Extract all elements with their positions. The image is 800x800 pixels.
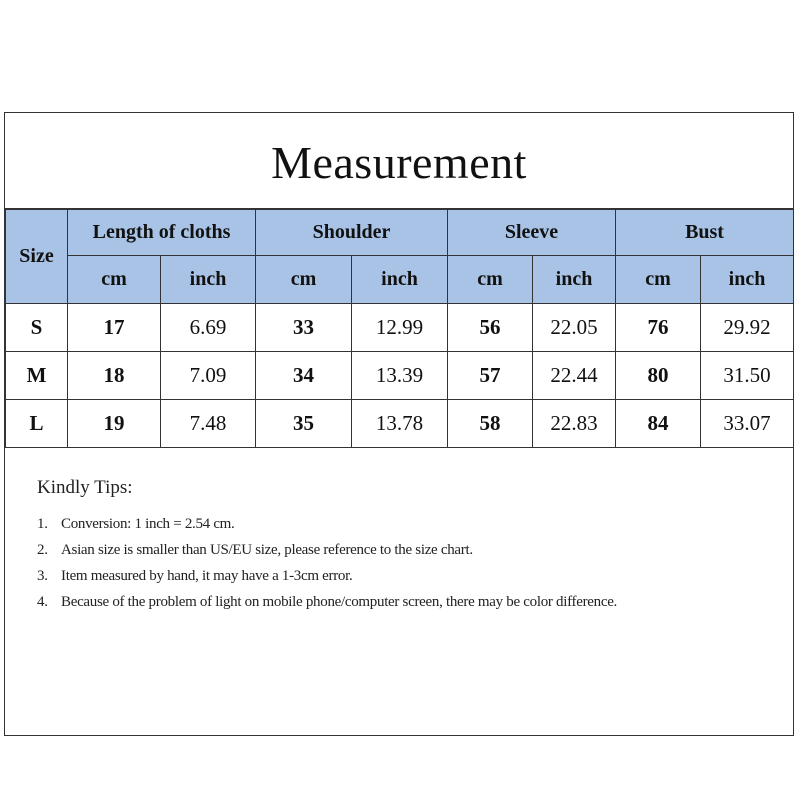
measurement-card <box>4 112 794 736</box>
unit-cm: cm <box>256 256 352 304</box>
value-cell: 35 <box>256 400 352 448</box>
value-cell: 19 <box>68 400 161 448</box>
page-title: Measurement <box>5 113 793 209</box>
size-chart-table <box>5 209 794 448</box>
value-cell: 31.50 <box>701 352 794 400</box>
value-cell: 29.92 <box>701 304 794 352</box>
value-cell: 57 <box>448 352 533 400</box>
unit-cm: cm <box>68 256 161 304</box>
value-cell: 33.07 <box>701 400 794 448</box>
value-cell: 84 <box>616 400 701 448</box>
value-cell: 80 <box>616 352 701 400</box>
value-cell: 56 <box>448 304 533 352</box>
value-cell: 18 <box>68 352 161 400</box>
unit-inch: inch <box>161 256 256 304</box>
list-item-text: Conversion: 1 inch = 2.54 cm. <box>61 516 235 532</box>
value-cell: 13.39 <box>352 352 448 400</box>
length-header: Length of cloths <box>68 210 256 256</box>
value-cell: 17 <box>68 304 161 352</box>
table-header-row <box>6 210 794 256</box>
value-cell: 12.99 <box>352 304 448 352</box>
list-item <box>37 511 637 537</box>
value-cell: 7.48 <box>161 400 256 448</box>
value-cell: 76 <box>616 304 701 352</box>
value-cell: 33 <box>256 304 352 352</box>
size-header: Size <box>6 210 68 304</box>
list-item <box>37 563 637 589</box>
list-item-text: Item measured by hand, it may have a 1-3cm error. <box>61 568 353 584</box>
unit-cm: cm <box>448 256 533 304</box>
list-item-text: Because of the problem of light on mobile phone/computer screen, there may be color difference. <box>61 594 618 610</box>
value-cell: 7.09 <box>161 352 256 400</box>
table-row <box>6 400 794 448</box>
list-item-number: 3. <box>37 568 48 584</box>
list-item <box>37 589 637 615</box>
unit-header-row <box>6 256 794 304</box>
value-cell: 6.69 <box>161 304 256 352</box>
sleeve-header: Sleeve <box>448 210 616 256</box>
unit-cm: cm <box>616 256 701 304</box>
bust-header: Bust <box>616 210 794 256</box>
unit-inch: inch <box>352 256 448 304</box>
table-row <box>6 352 794 400</box>
value-cell: 22.44 <box>533 352 616 400</box>
unit-inch: inch <box>533 256 616 304</box>
list-item <box>37 537 637 563</box>
value-cell: 58 <box>448 400 533 448</box>
value-cell: 22.05 <box>533 304 616 352</box>
table-row <box>6 304 794 352</box>
list-item-text: Asian size is smaller than US/EU size, please reference to the size chart. <box>61 542 473 558</box>
tips-title: Kindly Tips: <box>37 477 133 498</box>
list-item-number: 2. <box>37 542 48 558</box>
value-cell: 13.78 <box>352 400 448 448</box>
value-cell: 22.83 <box>533 400 616 448</box>
size-cell: L <box>6 400 68 448</box>
value-cell: 34 <box>256 352 352 400</box>
size-cell: M <box>6 352 68 400</box>
list-item-number: 4. <box>37 594 48 610</box>
list-item-number: 1. <box>37 516 48 532</box>
shoulder-header: Shoulder <box>256 210 448 256</box>
unit-inch: inch <box>701 256 794 304</box>
size-cell: S <box>6 304 68 352</box>
tips-list <box>37 511 637 615</box>
